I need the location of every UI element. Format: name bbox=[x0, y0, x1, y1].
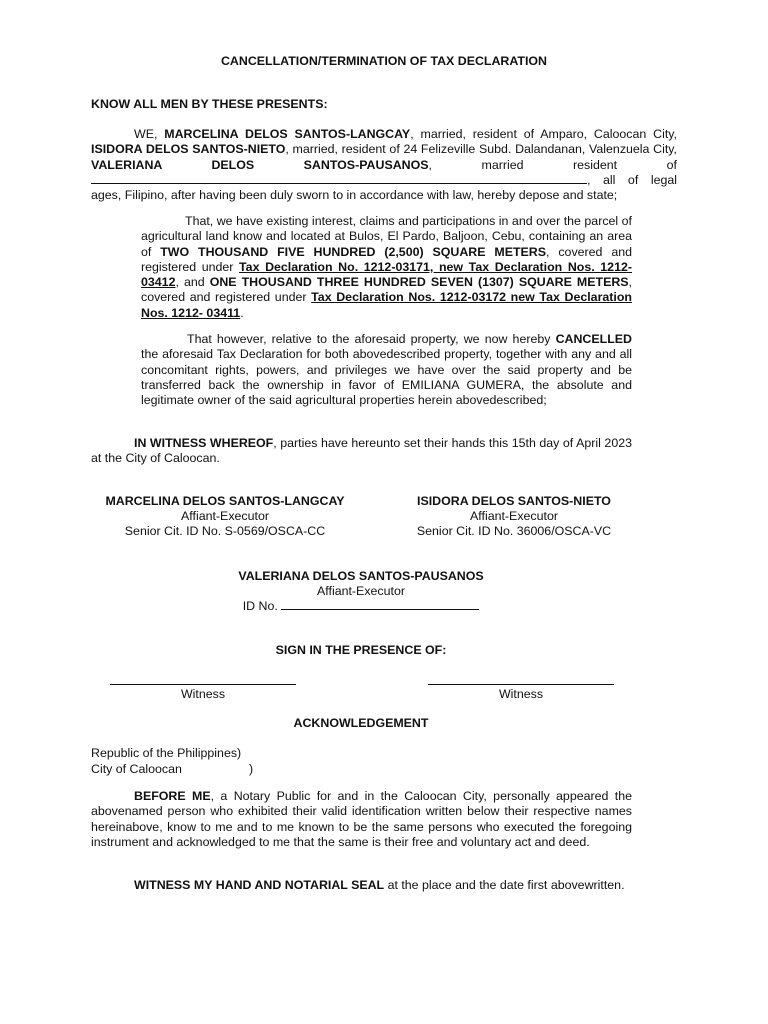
para4-text: , parties have hereunto set their hands this 15th day of April 2023 at the City of Caloocan. bbox=[91, 436, 632, 466]
cancellation-paragraph bbox=[141, 332, 632, 408]
tax-declaration-ref-2: Tax Declaration Nos. 1212-03172 new Tax Declaration Nos. 1212- 03411 bbox=[141, 290, 632, 320]
tax-declaration-ref-1: Tax Declaration No. 1212-03171, new Tax Declaration Nos. 1212-03412 bbox=[141, 259, 632, 290]
acknowledgement-heading: ACKNOWLEDGEMENT bbox=[293, 716, 429, 730]
notarial-seal-label: WITNESS MY HAND AND NOTARIAL SEAL bbox=[134, 878, 385, 892]
para2-text: That, we have existing interest, claims and participations in and over the parcel of agricultural land know and located at Bulos, El Pardo, Baljoon, Cebu, containing an area of bbox=[141, 214, 632, 259]
area-1: TWO THOUSAND FIVE HUNDRED (2,500) SQUARE METERS bbox=[160, 244, 547, 259]
venue-city-line bbox=[91, 761, 254, 777]
before-me-paragraph bbox=[91, 789, 632, 850]
witness-label: Witness bbox=[180, 687, 226, 701]
document-title: CANCELLATION/TERMINATION OF TAX DECLARATION bbox=[220, 54, 548, 68]
para1-text: , married, resident of Amparo, Caloocan City, bbox=[410, 127, 677, 141]
para2-text: , covered and registered under bbox=[141, 244, 632, 274]
signatory-block-3 bbox=[200, 569, 522, 615]
witness-block-2 bbox=[428, 684, 614, 701]
para1-text: , married resident of bbox=[428, 157, 678, 172]
witness-whereof-label: IN WITNESS WHEREOF bbox=[134, 436, 274, 450]
signatory-id: Senior Cit. ID No. S-0569/OSCA-CC bbox=[124, 524, 326, 539]
notarial-seal-paragraph bbox=[91, 878, 632, 893]
venue-city: City of Caloocan bbox=[91, 762, 182, 776]
venue-block bbox=[91, 745, 254, 777]
signatory-name: VALERIANA DELOS SANTOS-PAUSANOS bbox=[238, 569, 484, 583]
witness-label: Witness bbox=[498, 687, 544, 701]
witness-signature-line bbox=[428, 684, 614, 685]
know-all-heading: KNOW ALL MEN BY THESE PRESENTS: bbox=[91, 97, 328, 111]
witness-block-1 bbox=[110, 684, 296, 701]
cancelled-word: CANCELLED bbox=[555, 332, 632, 346]
area-2: ONE THOUSAND THREE HUNDRED SEVEN (1307) SQUARE METERS bbox=[209, 275, 629, 290]
opening-paragraph bbox=[91, 127, 677, 203]
before-me-label: BEFORE ME bbox=[134, 789, 211, 803]
para3-text: the aforesaid Tax Declaration for both abovedescribed property, together with any and all concomitant rights, powers, and privileges we have over the said property and be transferred back the ownership in favor of EMILIANA GUMERA, the absolute and legitimate owner of the said agricultural properties herein abovedescribed; bbox=[141, 347, 632, 408]
para1-text: WE, bbox=[134, 127, 165, 141]
signatory-block-2 bbox=[398, 494, 630, 540]
venue-country: Republic of the Philippines) bbox=[91, 746, 242, 760]
signatory-block-1 bbox=[91, 494, 359, 540]
id-label: ID No. bbox=[242, 599, 278, 614]
party-name-1: MARCELINA DELOS SANTOS-LANGCAY bbox=[164, 127, 411, 141]
signatory-name: MARCELINA DELOS SANTOS-LANGCAY bbox=[105, 494, 345, 508]
signatory-role: Affiant-Executor bbox=[317, 584, 405, 599]
id-blank-line bbox=[281, 599, 479, 610]
signatory-id-line bbox=[200, 599, 522, 614]
para3-text: That however, relative to the aforesaid property, we now hereby bbox=[187, 332, 556, 346]
party-name-3: VALERIANA DELOS SANTOS-PAUSANOS bbox=[91, 157, 429, 172]
residence-blank-line bbox=[91, 173, 587, 184]
witness-signature-line bbox=[110, 684, 296, 685]
signatory-role: Affiant-Executor bbox=[181, 509, 269, 524]
witness-whereof-paragraph bbox=[91, 436, 632, 467]
para1-text: , all of legal ages, Filipino, after having been duly sworn to in accordance with law, hereby depose and state; bbox=[91, 172, 677, 203]
venue-paren: ) bbox=[249, 762, 254, 776]
para2-text: , and bbox=[175, 275, 210, 290]
signatory-id: Senior Cit. ID No. 36006/OSCA-VC bbox=[416, 524, 612, 539]
signatory-name: ISIDORA DELOS SANTOS-NIETO bbox=[417, 494, 611, 508]
para6-text: at the place and the date first abovewritten. bbox=[384, 878, 625, 892]
interest-paragraph bbox=[141, 214, 632, 321]
para5-text: , a Notary Public for and in the Caloocan City, personally appeared the abovenamed person who exhibited their valid identification written below their respective names hereinabove, know to me and to me known to be the same persons who executed the foregoing instrument and acknowledged to me that the same is their free and voluntary act and deed. bbox=[91, 789, 632, 849]
signatory-role: Affiant-Executor bbox=[470, 509, 558, 524]
para2-text: . bbox=[240, 305, 244, 320]
sign-presence-heading: SIGN IN THE PRESENCE OF: bbox=[275, 643, 447, 657]
party-name-2: ISIDORA DELOS SANTOS-NIETO bbox=[91, 142, 286, 157]
para2-text: , covered and registered under bbox=[141, 275, 632, 305]
para1-text: , married, resident of 24 Felizeville Subd. Dalandanan, Valenzuela City, bbox=[285, 142, 677, 157]
